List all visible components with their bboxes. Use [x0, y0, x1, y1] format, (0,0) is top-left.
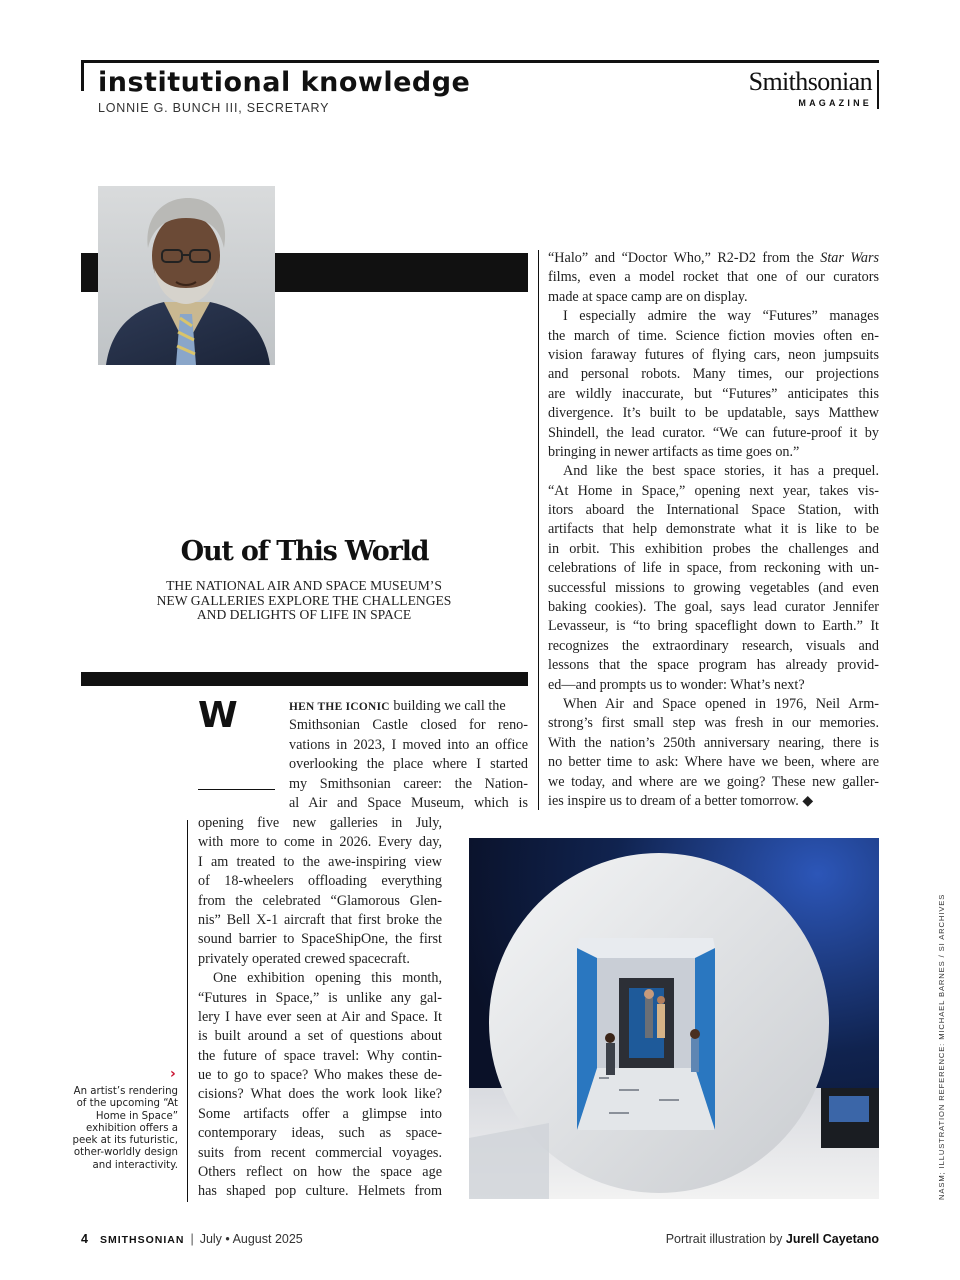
exhibition-photo — [469, 838, 879, 1199]
article-dek: THE NATIONAL AIR AND SPACE MUSEUM’S NEW GALLERIES EXPLORE THE CHALLENGES AND DELIGHTS OF LIFE IN SPACE — [156, 578, 452, 623]
column-rule-middle — [538, 250, 539, 810]
smithsonian-logo — [749, 68, 872, 110]
body-line: When Air and Space opened in 1976, Neil Arm- — [563, 695, 879, 712]
body-line: opening five new galleries in July, — [198, 815, 442, 831]
body-line: and personal robots. Many times, our projections — [548, 366, 879, 383]
body-line: in orbit. This exhibition probes the challenges and — [548, 540, 879, 557]
body-line: itors aboard the International Space Station, with — [548, 502, 879, 519]
body-line: cisions? What does the work look like? — [198, 1086, 442, 1103]
body-line: has shaped pop culture. Helmets from — [198, 1183, 442, 1200]
page-number: 4 — [81, 1232, 88, 1246]
body-line: my Smithsonian career: the Nation- — [289, 775, 528, 792]
body-line: lery I have ever seen at Air and Space. It — [198, 1008, 442, 1025]
body-line: Smithsonian Castle closed for reno- — [289, 717, 528, 734]
body-line: is built around a set of questions about — [198, 1028, 442, 1045]
body-line: ue to go to space? Who makes these de- — [198, 1067, 442, 1084]
body-line: divergence. It’s built to be updatable, says Matthew — [548, 405, 879, 422]
body-line: films, even a model rocket that one of our curators — [548, 269, 879, 286]
footer-separator: | — [190, 1232, 194, 1246]
body-line: suits from recent commercial voyages. — [198, 1144, 442, 1161]
body-line: I especially admire the way “Futures” manages — [563, 308, 879, 325]
logo-wordmark: Smithsonian — [748, 67, 872, 96]
body-line: “At Home in Space,” opening next year, takes vis- — [548, 482, 879, 499]
body-line: “Halo” and “Doctor Who,” R2-D2 from the Star Wars — [548, 250, 879, 266]
body-column-b — [548, 249, 879, 811]
body-line: nis” Bell X-1 aircraft that first broke the — [198, 911, 442, 928]
body-line: “Futures in Space,” is unlike any gal- — [198, 989, 442, 1006]
title-band-bottom — [81, 672, 528, 686]
body-line: artifacts that help demonstrate what it is like to be — [548, 521, 879, 538]
body-line: strong’s first small step was fresh in our memories. — [548, 715, 879, 732]
body-line: privately operated crewed spacecraft. — [198, 950, 410, 967]
body-line: ed—and prompts us to wonder: What’s next? — [548, 676, 805, 693]
body-line: of 18-wheelers offloading everything — [198, 873, 442, 890]
author-portrait — [98, 186, 275, 365]
body-line: Others reflect on how the space age — [198, 1164, 442, 1181]
body-line: And like the best space stories, it has a prequel. — [563, 463, 879, 480]
body-line: recognizes the extraordinary research, visuals and — [548, 637, 879, 654]
logo-subline: MAGAZINE — [798, 98, 872, 108]
photo-caption: An artist’s rendering of the upcoming “At Home in Space” exhibition offers a peek at its futuristic, other-worldly design and interactivity. — [72, 1086, 178, 1171]
body-line: sound barrier to SpaceShipOne, the first — [198, 931, 442, 948]
body-line: vations in 2023, I moved into an office — [289, 736, 528, 753]
logo-rule — [877, 70, 879, 109]
body-line: successful missions to growing vegetables (and even — [548, 579, 879, 596]
body-line: HEN THE ICONIC building we call the — [289, 698, 506, 714]
body-line: lessons that the space program has already provid- — [548, 657, 879, 674]
body-line: the march of time. Science fiction movies often en- — [548, 327, 879, 344]
body-line: bringing in newer artifacts as time goes on.” — [548, 443, 800, 460]
article-title: Out of This World — [180, 536, 429, 567]
body-line: the future of space travel: Why contin- — [198, 1047, 442, 1064]
body-line: al Air and Space Museum, which is — [289, 794, 528, 811]
magazine-name: SMITHSONIAN — [99, 1234, 185, 1246]
body-line: celebrations of life in space, from reckoning with un- — [548, 560, 879, 577]
body-line: With the nation’s 250th anniversary nearing, there is — [548, 734, 879, 751]
author-byline: LONNIE G. BUNCH III, SECRETARY — [98, 101, 330, 115]
body-line: baking cookies). The goal, says lead curator Jennifer — [548, 599, 879, 616]
drop-cap-rule — [198, 789, 275, 790]
body-column-a-bottom — [198, 814, 442, 1202]
lead-in: HEN THE ICONIC — [289, 701, 390, 713]
body-line: are wildly inaccurate, but “Futures” anticipates this — [548, 385, 879, 402]
body-line: ies inspire us to dream of a better tomorrow. ◆ — [548, 792, 814, 809]
column-rule-left — [187, 820, 188, 1202]
header-tick — [81, 60, 84, 91]
body-line: from the celebrated “Glamorous Glen- — [198, 892, 442, 909]
footer-left — [81, 1232, 303, 1246]
drop-cap: W — [198, 695, 238, 736]
body-line: no better time to ask: Where have we been, where are — [548, 754, 879, 771]
body-line: Levasseur, is “to bring spaceflight down to Earth.” It — [548, 618, 879, 635]
body-line: One exhibition opening this month, — [213, 970, 442, 987]
body-line: overlooking the place where I started — [289, 756, 528, 773]
body-line: with more to come in 2026. Every day, — [198, 834, 442, 851]
body-line: we today, and where are we going? These new galler- — [548, 773, 879, 790]
caption-arrow-icon: › — [170, 1066, 176, 1082]
header-rule — [81, 60, 879, 63]
illustrator-name: Jurell Cayetano — [785, 1232, 879, 1246]
body-line: I am treated to the awe-inspiring view — [198, 853, 442, 870]
department-title: institutional knowledge — [98, 67, 471, 98]
body-line: made at space camp are on display. — [548, 288, 748, 305]
issue-date: July • August 2025 — [199, 1232, 303, 1246]
photo-credit: NASM; ILLUSTRATION REFERENCE: MICHAEL BARNES / SI ARCHIVES — [937, 893, 946, 1200]
body-line: Shindell, the lead curator. “We can future-proof it by — [548, 424, 879, 441]
portrait-credit: Portrait illustration by Jurell Cayetano — [665, 1232, 879, 1246]
body-column-a-top — [289, 697, 528, 813]
body-line: vision faraway futures of flying cars, neon jumpsuits — [548, 346, 879, 363]
body-line: contemporary ideas, such as space- — [198, 1125, 442, 1142]
body-line: Some artifacts offer a glimpse into — [198, 1105, 442, 1122]
